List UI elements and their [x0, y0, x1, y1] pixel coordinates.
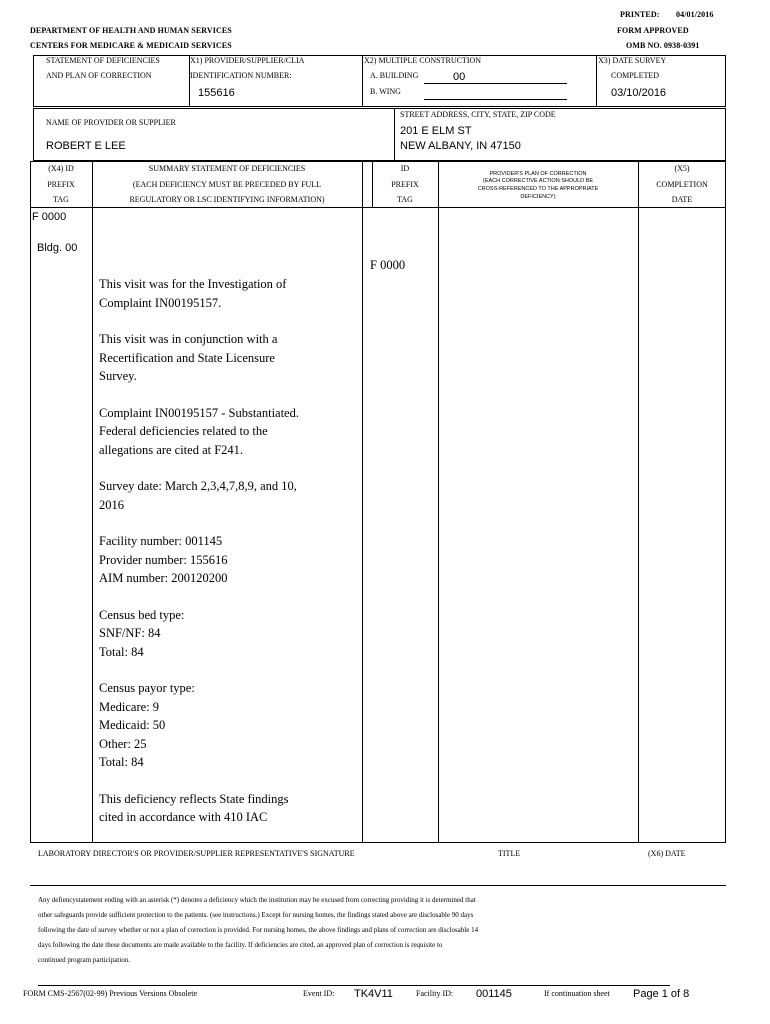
statement-label-1: STATEMENT OF DEFICIENCIES [46, 56, 160, 65]
summary-line: AIM number: 200120200 [99, 571, 228, 585]
provider-name-value: ROBERT E LEE [46, 140, 126, 152]
facility-id-label: Facility ID: [416, 989, 454, 998]
col-summary-line-2: (EACH DEFICIENCY MUST BE PRECEDED BY FULL [132, 180, 322, 189]
department-name: DEPARTMENT OF HEALTH AND HUMAN SERVICES [30, 26, 232, 35]
omb-number: OMB NO. 0938-0391 [626, 41, 700, 50]
building-label: A. BUILDING [370, 71, 419, 80]
summary-line: Medicaid: 50 [99, 718, 166, 732]
summary-paragraph [99, 404, 299, 460]
col-x5-line-2: COMPLETION [656, 180, 708, 189]
title-label: TITLE [498, 849, 521, 858]
notice-line: following the date of survey whether or not a plan of correction is provided. For nursing homes, the above findings and plans of correction are disclosable 14 [38, 926, 479, 934]
notice-line: Any defiencystatement ending with an asterisk (*) denotes a deficiency which the institution may be excused from correcting providing it is determined that [38, 896, 476, 904]
summary-line: SNF/NF: 84 [99, 626, 161, 640]
col-id-line-1: ID [400, 164, 410, 173]
col-id-line-3: TAG [397, 195, 413, 204]
signature-label: LABORATORY DIRECTOR'S OR PROVIDER/SUPPLIER REPRESENTATIVE'S SIGNATURE [38, 849, 355, 858]
summary-paragraph [99, 330, 299, 386]
summary-line: Complaint IN00195157 - Substantiated. [99, 405, 299, 420]
col-plan-line-3: CROSS-REFERENCED TO THE APPROPRIATE [477, 186, 599, 192]
summary-line: Medicare: 9 [99, 699, 160, 714]
x1-label-2: IDENTIFICATION NUMBER: [190, 71, 292, 80]
event-id-value: TK4V11 [354, 988, 393, 1000]
col-plan-line-2: (EACH CORRECTIVE ACTION SHOULD BE [482, 178, 594, 184]
summary-paragraph [99, 532, 299, 588]
summary-line: This visit was for the Investigation of [99, 277, 287, 291]
summary-line: allegations are cited at F241. [99, 442, 244, 457]
summary-paragraph [99, 275, 299, 312]
x3-label-2: COMPLETED [611, 71, 659, 80]
provider-name-label: NAME OF PROVIDER OR SUPPLIER [46, 118, 176, 127]
col-id-line-2: PREFIX [391, 180, 419, 189]
notice-line: continued program participation. [38, 956, 130, 964]
summary-line: cited in accordance with 410 IAC [99, 810, 268, 824]
building-tag: Bldg. 00 [37, 242, 78, 254]
summary-line: Total: 84 [99, 755, 144, 769]
col-x4-line-1: (X4) ID [48, 164, 74, 173]
facility-id-value: 001145 [476, 988, 512, 1000]
summary-line: Census payor type: [99, 681, 195, 695]
event-id-label: Event ID: [303, 989, 335, 998]
prefix-tag: F 0000 [32, 211, 67, 223]
col-plan-line-1: PROVIDER'S PLAN OF CORRECTION [489, 171, 587, 177]
summary-paragraph [99, 606, 299, 662]
summary-line: This visit was in conjunction with a [99, 332, 278, 346]
correction-prefix-tag: F 0000 [370, 258, 406, 272]
form-number: FORM CMS-2567(02-99) Previous Versions Obsolete [23, 989, 198, 998]
summary-line: Provider number: 155616 [99, 552, 228, 567]
form-approved: FORM APPROVED [617, 26, 689, 35]
col-summary-line-1: SUMMARY STATEMENT OF DEFICIENCIES [148, 164, 306, 173]
summary-line: Other: 25 [99, 736, 147, 751]
summary-line: Survey date: March 2,3,4,7,8,9, and 10, [99, 479, 297, 493]
summary-line: Survey. [99, 369, 137, 383]
building-value: 00 [453, 71, 466, 83]
x1-label-1: X1) PROVIDER/SUPPLIER/CLIA [190, 56, 305, 65]
notice-line: days following the date these documents are made available to the facility. If deficiencies are cited, an approved plan of correction is requisite to [38, 941, 443, 949]
summary-line: Federal deficiencies related to the [99, 424, 268, 438]
printed-date: 04/01/2016 [676, 10, 714, 19]
address-line-2: NEW ALBANY, IN 47150 [400, 140, 521, 152]
summary-line: 2016 [99, 497, 124, 512]
x2-label: X2) MULTIPLE CONSTRUCTION [364, 56, 482, 65]
printed-label: PRINTED: [620, 10, 660, 19]
col-x4-line-2: PREFIX [47, 180, 75, 189]
summary-line: Census bed type: [99, 607, 185, 622]
provider-id-value: 155616 [198, 87, 235, 99]
summary-paragraph [99, 790, 299, 827]
summary-line: Total: 84 [99, 644, 144, 659]
disclosure-notice [38, 893, 478, 968]
summary-line: Facility number: 001145 [99, 534, 223, 548]
col-summary-line-3: REGULATORY OR LSC IDENTIFYING INFORMATION) [129, 195, 325, 204]
col-plan-line-4: DEFICIENCY) [520, 194, 556, 200]
statement-label-2: AND PLAN OF CORRECTION [46, 71, 152, 80]
col-x5-line-1: (X5) [674, 164, 690, 173]
x3-label-1: X3) DATE SURVEY [598, 56, 667, 65]
date-label: (X6) DATE [648, 849, 686, 858]
col-x5-line-3: DATE [671, 195, 693, 204]
continuation-label: If continuation sheet [544, 989, 610, 998]
address-line-1: 201 E ELM ST [400, 125, 472, 137]
summary-paragraph [99, 477, 299, 514]
wing-label: B. WING [370, 87, 401, 96]
address-label: STREET ADDRESS, CITY, STATE, ZIP CODE [400, 110, 556, 119]
summary-line: This deficiency reflects State findings [99, 791, 289, 806]
notice-line: other safeguards provide sufficient protection to the patients. (see instructions.) Except for nursing homes, the findings stated above are disclosable 90 days [38, 911, 474, 919]
survey-date-value: 03/10/2016 [611, 87, 667, 99]
summary-paragraph [99, 679, 299, 772]
summary-line: Recertification and State Licensure [99, 350, 275, 365]
page-number: Page 1 of 8 [633, 988, 690, 1000]
summary-line: Complaint IN00195157. [99, 295, 222, 310]
col-x4-line-3: TAG [53, 195, 69, 204]
centers-name: CENTERS FOR MEDICARE & MEDICAID SERVICES [30, 41, 232, 50]
summary-statement [99, 275, 299, 845]
